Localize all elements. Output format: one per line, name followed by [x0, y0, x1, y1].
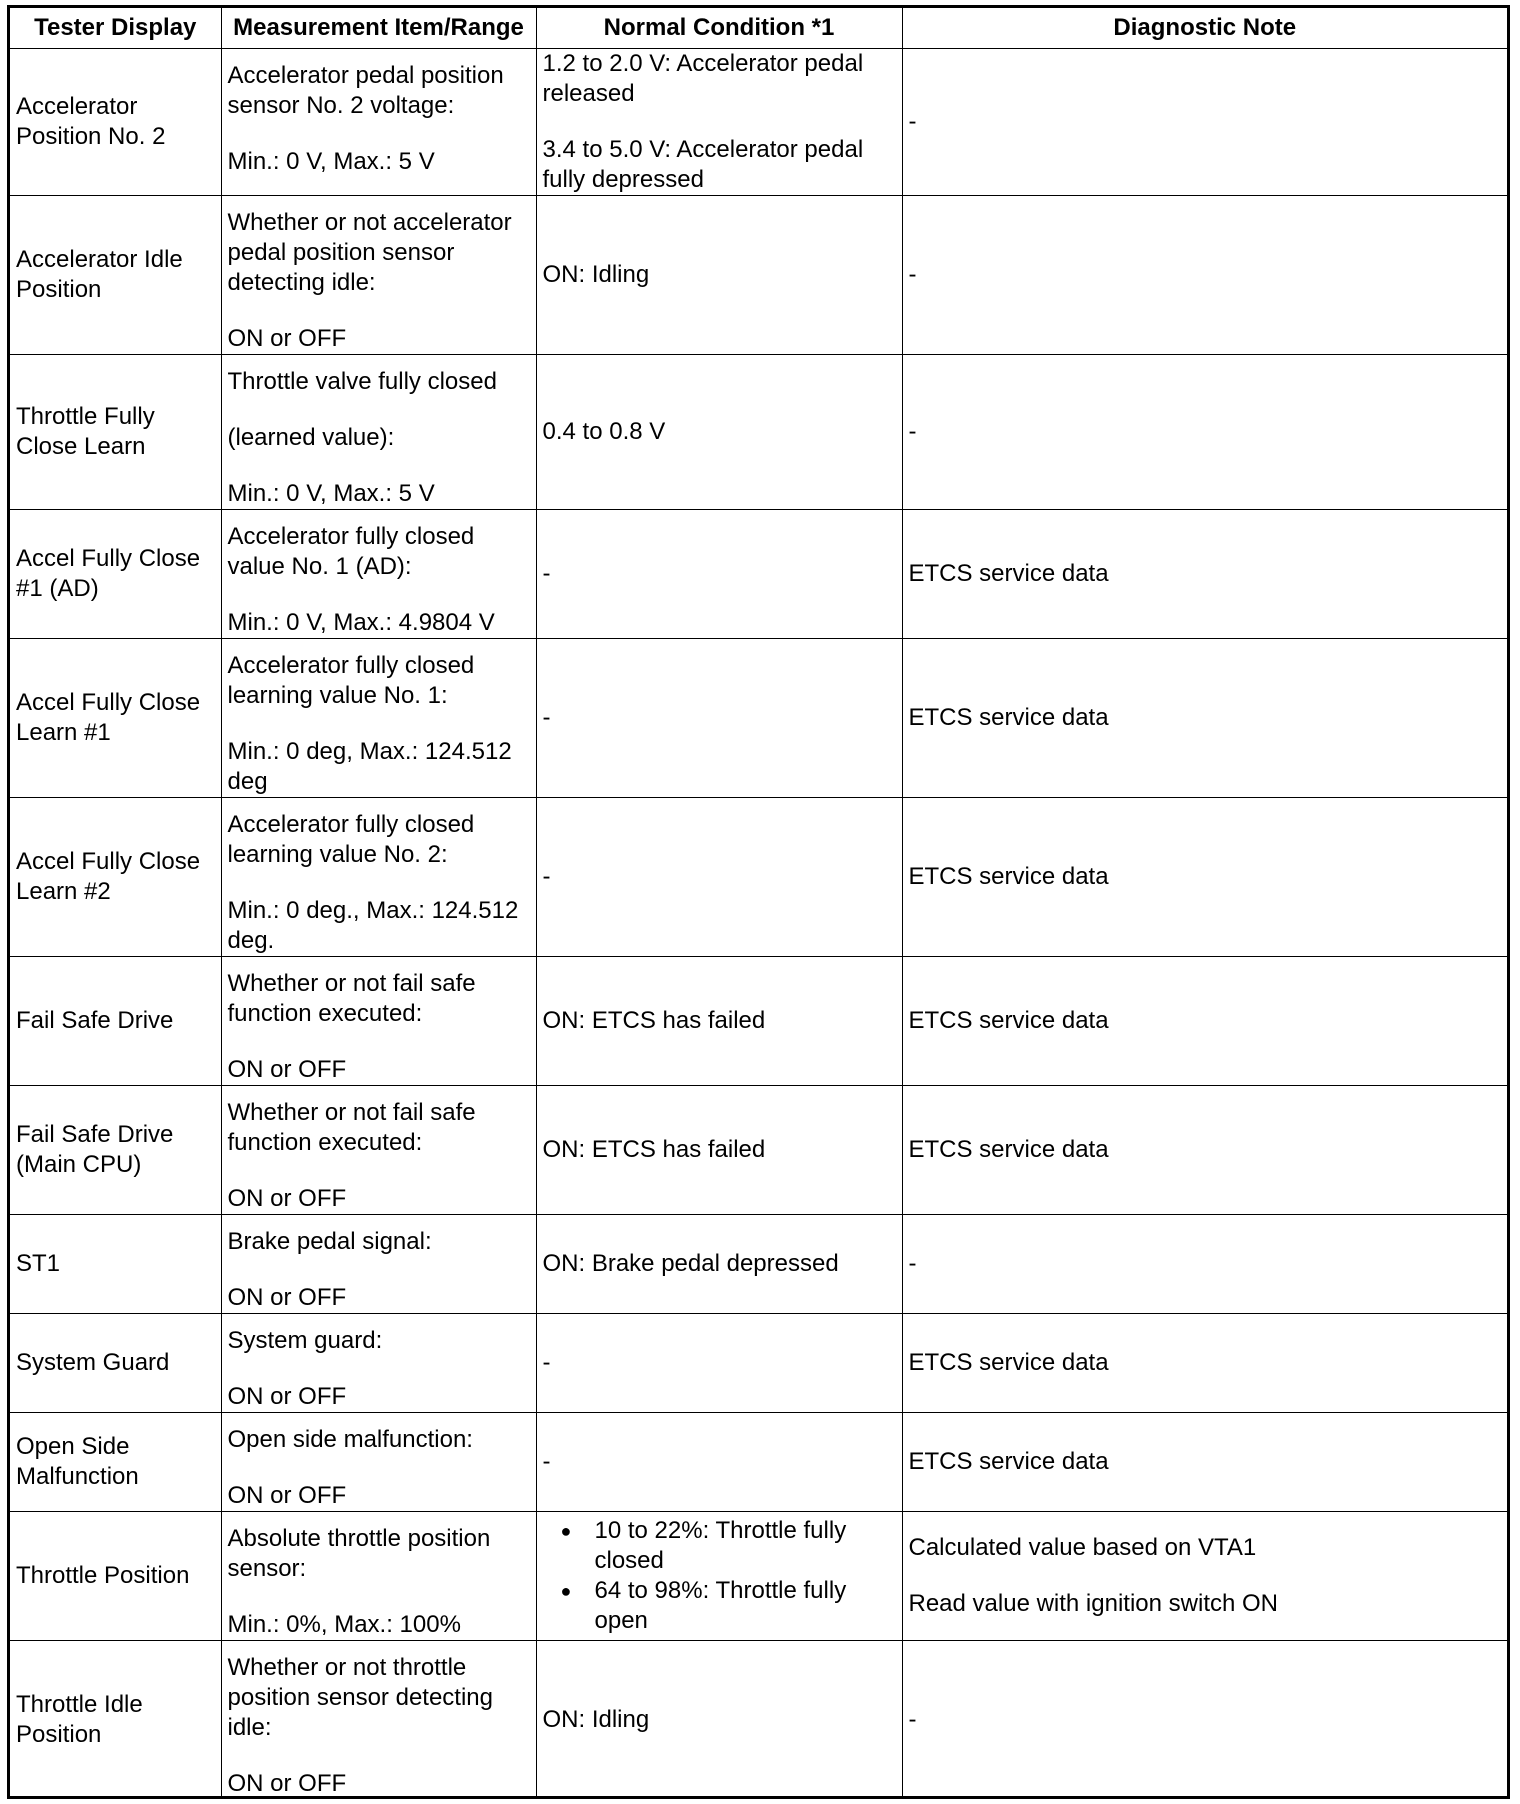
cell-normal-condition: [536, 798, 902, 957]
diagnostic-note-line: -: [908, 261, 917, 288]
normal-condition-line: 3.4 to 5.0 V: Accelerator pedal fully depressed: [542, 136, 864, 193]
measurement-line: Min.: 0 deg, Max.: 124.512 deg: [227, 738, 512, 795]
data-list-table-frame: [7, 5, 1510, 1799]
measurement-line: Absolute throttle position sensor:: [227, 1525, 491, 1582]
measurement-line: ON or OFF: [227, 1185, 347, 1212]
measurement-line: Whether or not throttle position sensor detecting idle:: [227, 1654, 493, 1741]
cell-measurement-item-range: [221, 798, 536, 957]
measurement-line: Min.: 0 V, Max.: 5 V: [227, 480, 435, 507]
normal-condition-line: -: [542, 1349, 551, 1376]
table-body: [10, 49, 1507, 1800]
cell-diagnostic-note: [902, 1512, 1507, 1641]
normal-condition-line: ON: ETCS has failed: [542, 1007, 766, 1034]
measurement-line: Brake pedal signal:: [227, 1228, 432, 1255]
table-row: [10, 196, 1507, 355]
cell-tester-display: Fail Safe Drive (Main CPU): [10, 1086, 221, 1215]
cell-normal-condition: [536, 957, 902, 1086]
cell-diagnostic-note: [902, 196, 1507, 355]
cell-normal-condition: [536, 1641, 902, 1800]
cell-diagnostic-note: [902, 49, 1507, 196]
measurement-line: Whether or not fail safe function executed:: [227, 970, 476, 1027]
measurement-line: ON or OFF: [227, 325, 347, 352]
cell-measurement-item-range: [221, 49, 536, 196]
cell-diagnostic-note: [902, 510, 1507, 639]
normal-condition-line: 1.2 to 2.0 V: Accelerator pedal released: [542, 50, 864, 107]
table-row: [10, 957, 1507, 1086]
table-row: [10, 1512, 1507, 1641]
measurement-line: Min.: 0%, Max.: 100%: [227, 1611, 461, 1638]
cell-measurement-item-range: [221, 510, 536, 639]
cell-diagnostic-note: [902, 355, 1507, 510]
cell-measurement-item-range: [221, 1413, 536, 1512]
measurement-line: Accelerator fully closed value No. 1 (AD):: [227, 523, 475, 580]
normal-condition-line: -: [542, 560, 551, 587]
cell-measurement-item-range: [221, 1215, 536, 1314]
cell-normal-condition: [536, 1314, 902, 1413]
normal-condition-bullet: ● 64 to 98%: Throttle fully open: [595, 1576, 896, 1636]
cell-diagnostic-note: [902, 957, 1507, 1086]
measurement-line: ON or OFF: [227, 1482, 347, 1509]
measurement-line: Throttle valve fully closed: [227, 368, 497, 395]
cell-measurement-item-range: [221, 1641, 536, 1800]
diagnostic-note-line: Calculated value based on VTA1: [908, 1534, 1257, 1561]
cell-normal-condition: [536, 355, 902, 510]
measurement-line: Whether or not fail safe function executed:: [227, 1099, 476, 1156]
normal-condition-line: -: [542, 704, 551, 731]
table-row: [10, 639, 1507, 798]
table-row: [10, 49, 1507, 196]
header-diagnostic-note: Diagnostic Note: [902, 8, 1507, 49]
measurement-line: Accelerator fully closed learning value No. 2:: [227, 811, 475, 868]
diagnostic-note-line: ETCS service data: [908, 1007, 1109, 1034]
cell-diagnostic-note: [902, 1641, 1507, 1800]
measurement-line: ON or OFF: [227, 1383, 347, 1410]
cell-normal-condition: [536, 1512, 902, 1641]
table-row: [10, 798, 1507, 957]
table-row: [10, 1086, 1507, 1215]
diagnostic-note-line: ETCS service data: [908, 863, 1109, 890]
cell-measurement-item-range: [221, 355, 536, 510]
normal-condition-line: ON: Idling: [542, 261, 650, 288]
cell-measurement-item-range: [221, 1086, 536, 1215]
cell-normal-condition: [536, 49, 902, 196]
cell-tester-display: Accel Fully Close #1 (AD): [10, 510, 221, 639]
measurement-line: Min.: 0 deg., Max.: 124.512 deg.: [227, 897, 519, 954]
measurement-line: ON or OFF: [227, 1770, 347, 1797]
measurement-line: ON or OFF: [227, 1284, 347, 1311]
normal-condition-bullet-list: [543, 1516, 896, 1636]
diagnostic-note-line: ETCS service data: [908, 704, 1109, 731]
cell-normal-condition: [536, 196, 902, 355]
normal-condition-line: ON: Idling: [542, 1706, 650, 1733]
diagnostic-note-line: ETCS service data: [908, 1136, 1109, 1163]
cell-tester-display: Accelerator Idle Position: [10, 196, 221, 355]
normal-condition-bullet: ● 10 to 22%: Throttle fully closed: [595, 1516, 896, 1576]
cell-diagnostic-note: [902, 1413, 1507, 1512]
table-row: [10, 1314, 1507, 1413]
normal-condition-line: 0.4 to 0.8 V: [542, 418, 666, 445]
measurement-line: (learned value):: [227, 424, 395, 451]
cell-diagnostic-note: [902, 798, 1507, 957]
diagnostic-note-line: ETCS service data: [908, 1448, 1109, 1475]
measurement-line: ON or OFF: [227, 1056, 347, 1083]
measurement-line: Accelerator fully closed learning value No. 1:: [227, 652, 475, 709]
normal-condition-line: ON: ETCS has failed: [542, 1136, 766, 1163]
measurement-line: Min.: 0 V, Max.: 4.9804 V: [227, 609, 495, 636]
diagnostic-note-line: -: [908, 418, 917, 445]
measurement-line: System guard:: [227, 1327, 383, 1354]
cell-tester-display: Fail Safe Drive: [10, 957, 221, 1086]
cell-measurement-item-range: [221, 196, 536, 355]
cell-tester-display: Throttle Fully Close Learn: [10, 355, 221, 510]
header-normal-condition: Normal Condition *1: [536, 8, 902, 49]
data-list-table: [10, 8, 1507, 1799]
diagnostic-note-line: -: [908, 108, 917, 135]
cell-tester-display: Accel Fully Close Learn #2: [10, 798, 221, 957]
cell-diagnostic-note: [902, 1086, 1507, 1215]
measurement-line: Min.: 0 V, Max.: 5 V: [227, 148, 435, 175]
cell-measurement-item-range: [221, 1512, 536, 1641]
cell-normal-condition: [536, 1086, 902, 1215]
header-tester-display: Tester Display: [10, 8, 221, 49]
cell-normal-condition: [536, 1413, 902, 1512]
table-row: [10, 355, 1507, 510]
cell-tester-display: Accel Fully Close Learn #1: [10, 639, 221, 798]
normal-condition-line: -: [542, 1448, 551, 1475]
normal-condition-line: ON: Brake pedal depressed: [542, 1250, 839, 1277]
diagnostic-note-line: -: [908, 1706, 917, 1733]
cell-diagnostic-note: [902, 639, 1507, 798]
cell-measurement-item-range: [221, 639, 536, 798]
table-row: [10, 510, 1507, 639]
header-row: [10, 8, 1507, 49]
diagnostic-note-line: ETCS service data: [908, 1349, 1109, 1376]
cell-tester-display: Accelerator Position No. 2: [10, 49, 221, 196]
cell-normal-condition: [536, 639, 902, 798]
measurement-line: Whether or not accelerator pedal position sensor detecting idle:: [227, 209, 512, 296]
diagnostic-note-line: -: [908, 1250, 917, 1277]
normal-condition-line: -: [542, 863, 551, 890]
header-measurement-item-range: Measurement Item/Range: [221, 8, 536, 49]
cell-tester-display: System Guard: [10, 1314, 221, 1413]
cell-diagnostic-note: [902, 1215, 1507, 1314]
diagnostic-note-line: Read value with ignition switch ON: [908, 1590, 1279, 1617]
cell-measurement-item-range: [221, 1314, 536, 1413]
table-row: [10, 1641, 1507, 1800]
cell-normal-condition: [536, 510, 902, 639]
diagnostic-note-line: ETCS service data: [908, 560, 1109, 587]
cell-tester-display: Open Side Malfunction: [10, 1413, 221, 1512]
measurement-line: Open side malfunction:: [227, 1426, 473, 1453]
cell-measurement-item-range: [221, 957, 536, 1086]
cell-normal-condition: [536, 1215, 902, 1314]
table-row: [10, 1215, 1507, 1314]
measurement-line: Accelerator pedal position sensor No. 2 voltage:: [227, 62, 504, 119]
cell-tester-display: ST1: [10, 1215, 221, 1314]
cell-tester-display: Throttle Idle Position: [10, 1641, 221, 1800]
cell-diagnostic-note: [902, 1314, 1507, 1413]
table-row: [10, 1413, 1507, 1512]
cell-tester-display: Throttle Position: [10, 1512, 221, 1641]
